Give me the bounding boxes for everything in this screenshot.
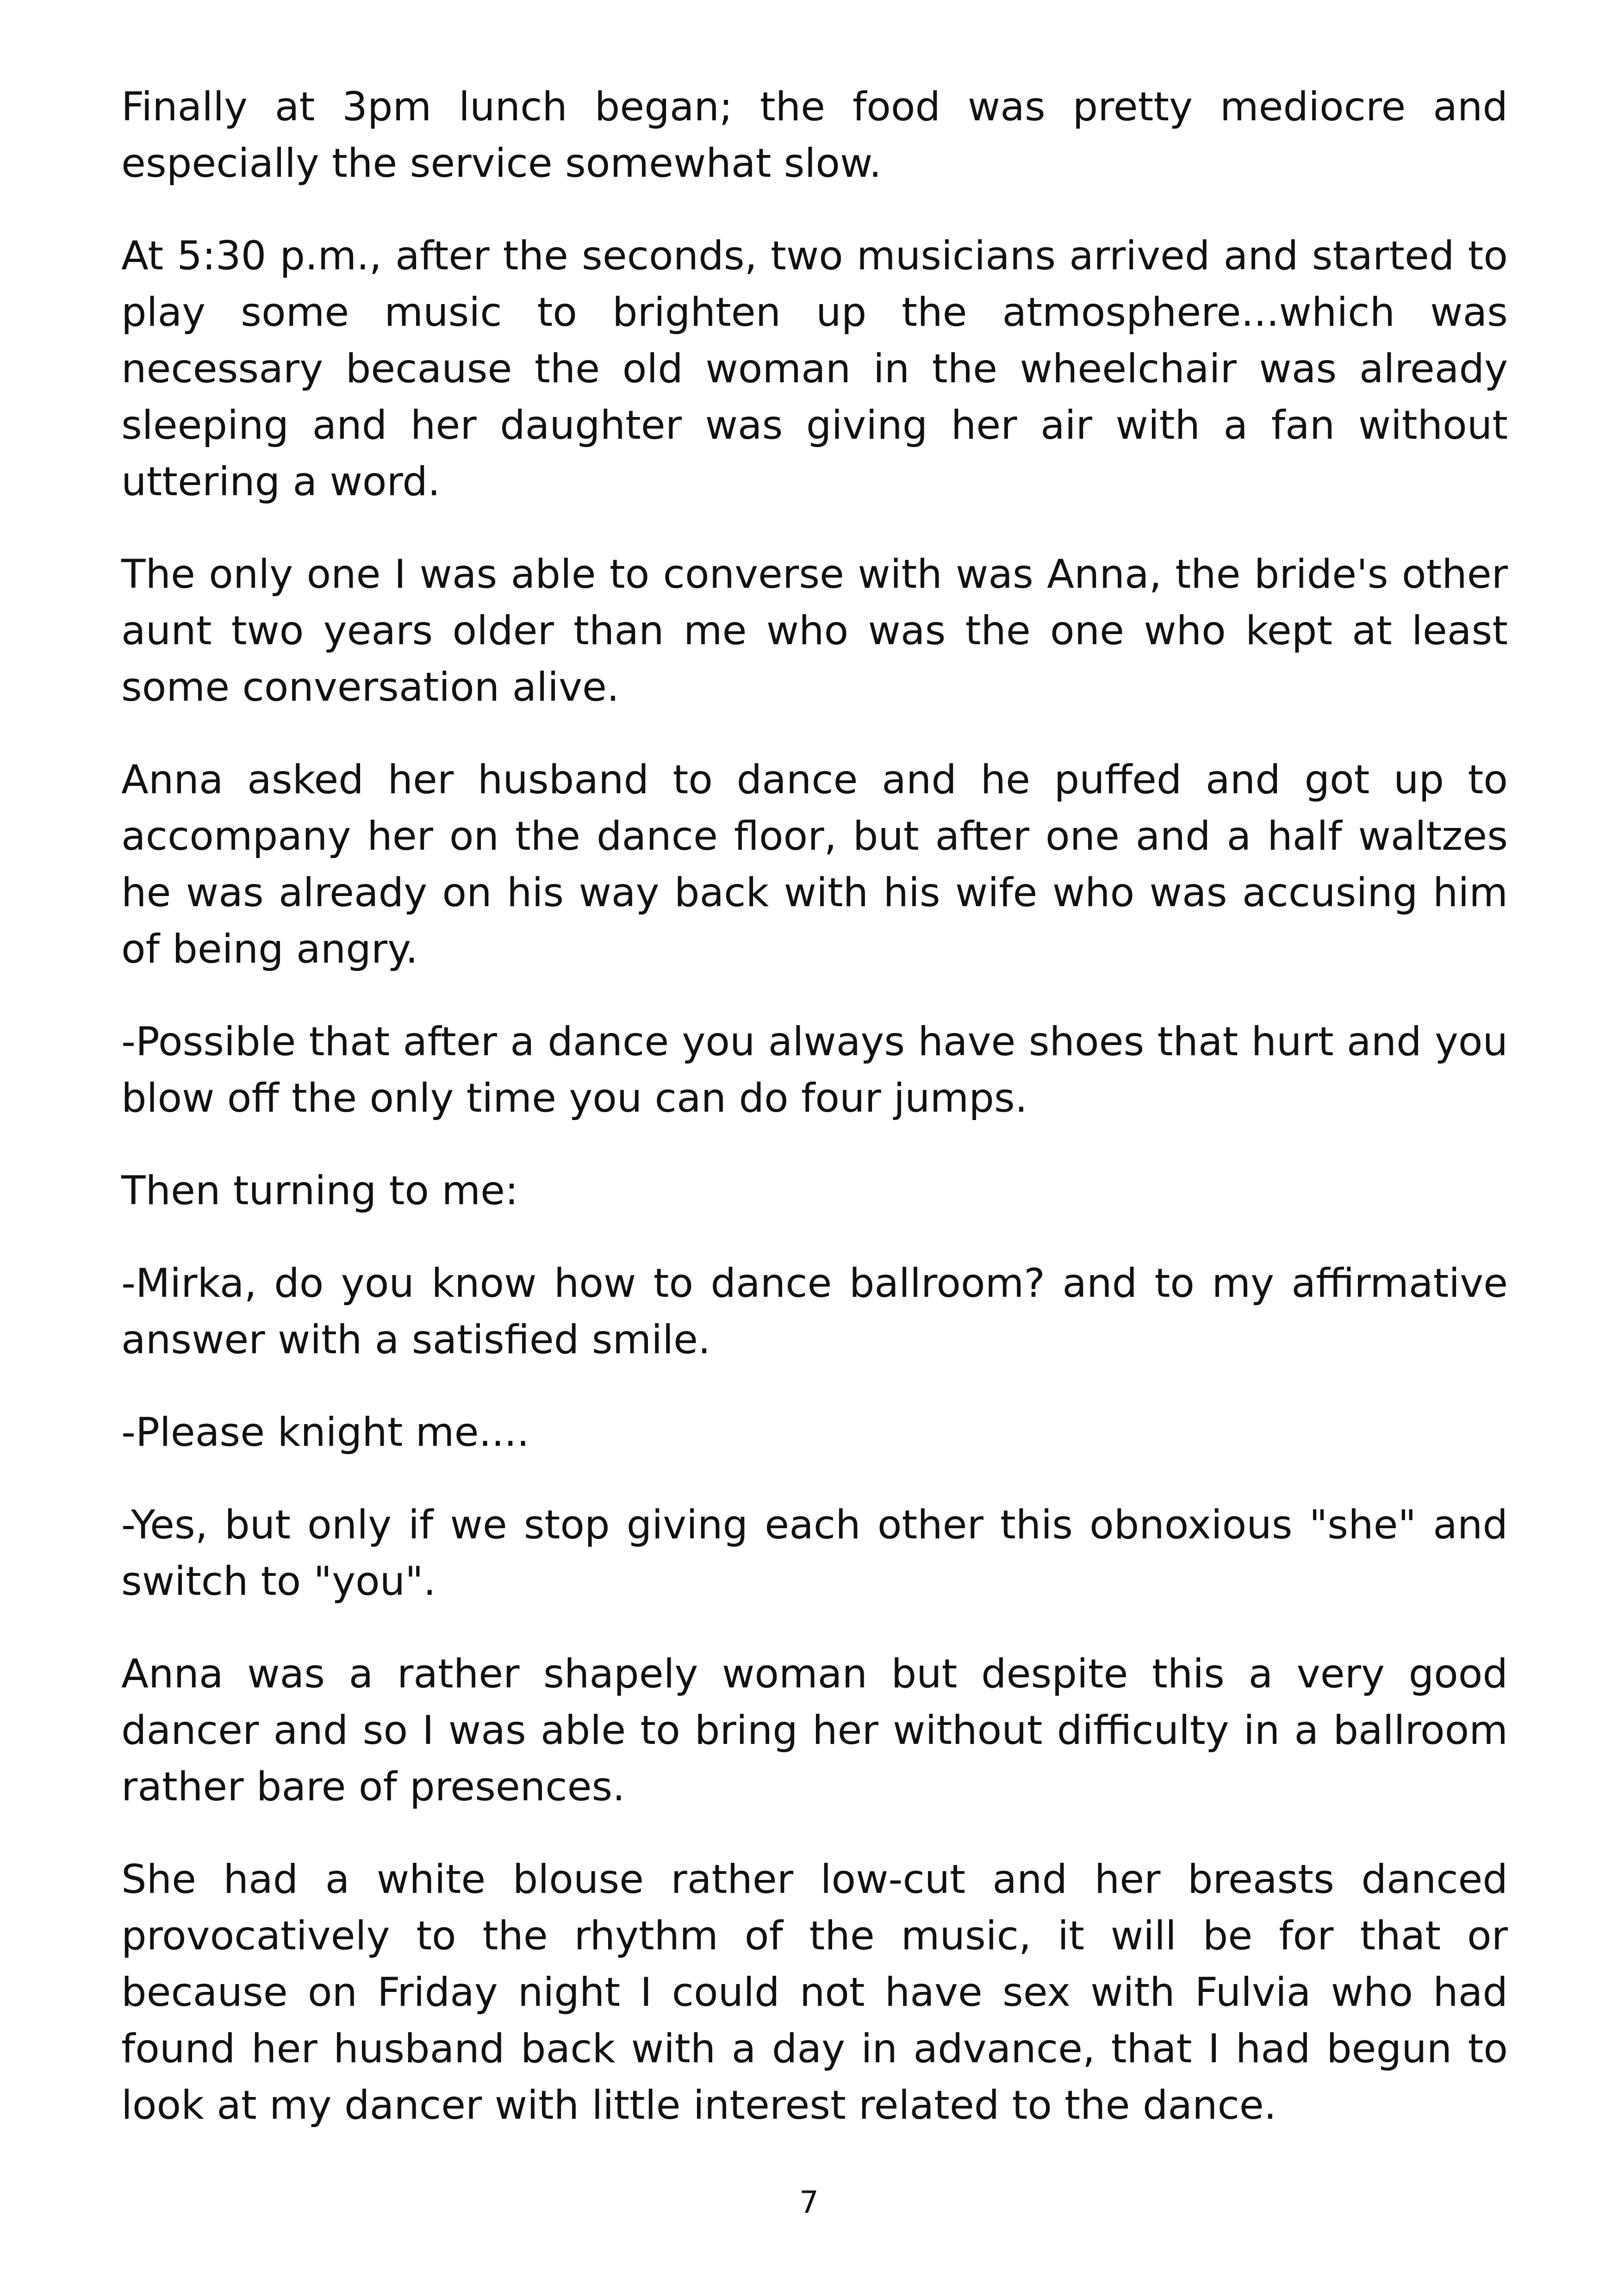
page-number: 7: [799, 2184, 819, 2220]
paragraph: -Please knight me....: [121, 1409, 529, 1456]
paragraph: -Yes, but only if we stop giving each other this obnoxious "she" and switch to "you".: [121, 1502, 1508, 1605]
paragraph: Anna was a rather shapely woman but despite this a very good dancer and so I was able to bring her without difficulty in a ballroom rather bare of presences.: [121, 1651, 1508, 1810]
paragraph: Finally at 3pm lunch began; the food was pretty mediocre and especially the service somewhat slow.: [121, 84, 1508, 187]
paragraph: Anna asked her husband to dance and he puffed and got up to accompany her on the dance floor, but after one and a half waltzes he was already on his way back with his wife who was accusing him of being angry.: [121, 757, 1508, 972]
body-text: [121, 79, 1508, 2170]
paragraph: -Mirka, do you know how to dance ballroom? and to my affirmative answer with a satisfied smile.: [121, 1260, 1508, 1363]
paragraph: She had a white blouse rather low-cut and her breasts danced provocatively to the rhythm of the music, it will be for that or because on Friday night I could not have sex with Fulvia who had found her husband back with a day in advance, that I had begun to look at my dancer with little interest related to the dance.: [121, 1856, 1508, 2128]
paragraph: Then turning to me:: [121, 1168, 519, 1214]
paragraph: At 5:30 p.m., after the seconds, two musicians arrived and started to play some music to brighten up the atmosphere...which was necessary because the old woman in the wheelchair was already sleeping and her daughter was giving her air with a fan without uttering a word.: [121, 233, 1508, 505]
paragraph: -Possible that after a dance you always have shoes that hurt and you blow off the only time you can do four jumps.: [121, 1019, 1508, 1121]
paragraph: The only one I was able to converse with was Anna, the bride's other aunt two years older than me who was the one who kept at least some conversation alive.: [121, 551, 1508, 710]
